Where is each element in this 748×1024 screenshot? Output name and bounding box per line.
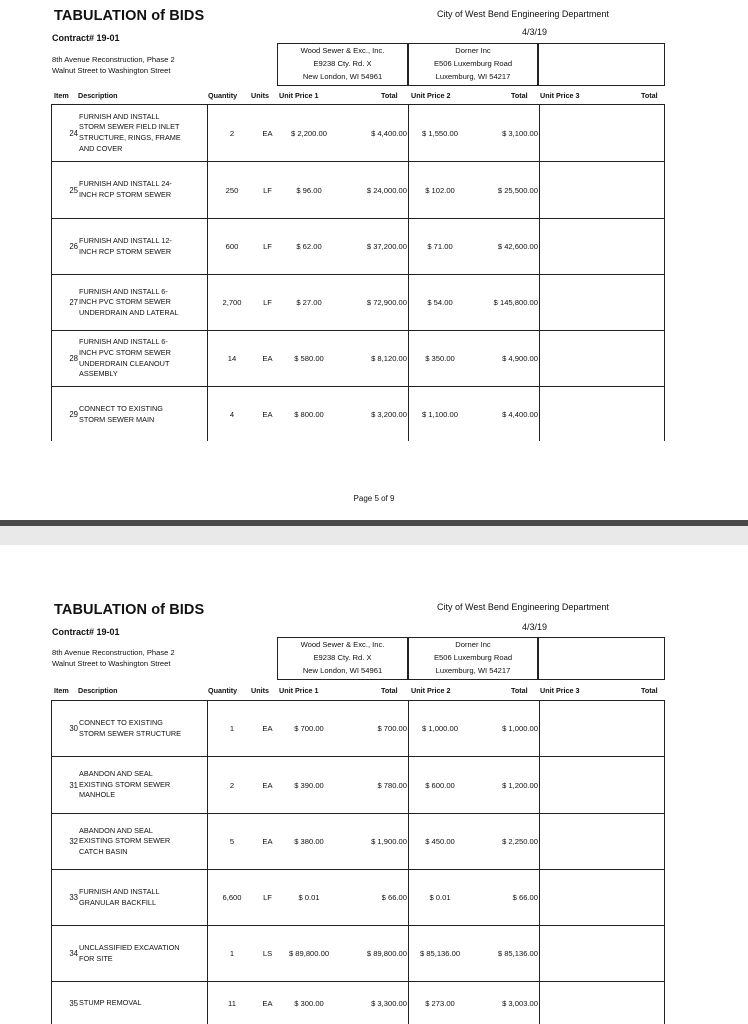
item-quantity: 1 [229, 724, 235, 733]
table-row [52, 757, 664, 814]
col-unit-price-2-header: Unit Price 2 [411, 686, 451, 695]
col-total-2-header: Total [511, 91, 528, 100]
table-row [52, 701, 664, 757]
bidder-1-box [277, 43, 408, 86]
bid-date: 4/3/19 [522, 27, 548, 37]
total-2: $ 42,600.00 [497, 242, 538, 251]
item-units: EA [262, 999, 273, 1008]
project-name: 8th Avenue Reconstruction, Phase 2 [52, 648, 175, 657]
total-2: $ 1,200.00 [502, 780, 538, 790]
item-quantity: 600 [225, 242, 239, 251]
bid-table [51, 104, 665, 441]
table-row [52, 982, 664, 1024]
item-units: LF [263, 298, 272, 307]
table-row [52, 219, 664, 275]
item-description: CONNECT TO EXISTING STORM SEWER MAIN [79, 403, 163, 424]
item-quantity: 14 [227, 354, 237, 363]
col-description-header: Description [78, 686, 118, 695]
item-number: 28 [69, 354, 78, 363]
item-number: 26 [69, 242, 78, 251]
bidder-3-box [538, 43, 665, 86]
item-number: 24 [69, 128, 78, 138]
unit-price-2: $ 1,100.00 [422, 410, 458, 419]
col-unit-price-3-header: Unit Price 3 [540, 686, 580, 695]
item-description: FURNISH AND INSTALL GRANULAR BACKFILL [79, 886, 160, 907]
bidder-name: Dorner Inc [455, 46, 491, 55]
total-1: $ 3,200.00 [371, 410, 407, 419]
col-total-1-header: Total [381, 686, 398, 695]
department-name: City of West Bend Engineering Department [437, 9, 609, 19]
item-description: CONNECT TO EXISTING STORM SEWER STRUCTURE [79, 717, 182, 738]
unit-price-2: $ 450.00 [425, 837, 455, 846]
col-total-3-header: Total [641, 91, 658, 100]
project-limits: Walnut Street to Washington Street [52, 659, 171, 668]
item-quantity: 2,700 [222, 298, 242, 307]
unit-price-2: $ 1,000.00 [422, 724, 458, 733]
bid-date: 4/3/19 [522, 622, 548, 632]
department-name: City of West Bend Engineering Department [437, 602, 609, 612]
item-units: EA [262, 837, 273, 846]
col-description-header: Description [78, 91, 118, 100]
bidder-name: Wood Sewer & Exc., Inc. [300, 640, 385, 649]
item-units: EA [262, 780, 273, 790]
total-1: $ 72,900.00 [366, 298, 407, 307]
col-item-header: Item [54, 91, 69, 100]
bidder-name: Dorner Inc [455, 640, 491, 649]
bidder-address: E506 Luxemburg Road [433, 59, 513, 68]
contract-number: Contract# 19-01 [52, 627, 120, 637]
total-2: $ 85,136.00 [497, 949, 538, 958]
col-quantity-header: Quantity [208, 91, 238, 100]
item-units: EA [262, 354, 273, 363]
item-quantity: 5 [229, 837, 235, 846]
unit-price-2: $ 273.00 [425, 999, 455, 1008]
document-title: TABULATION of BIDS [54, 602, 205, 618]
table-row [52, 275, 664, 331]
unit-price-2: $ 102.00 [425, 185, 455, 195]
bidder-name: Wood Sewer & Exc., Inc. [300, 46, 385, 55]
unit-price-1: $ 2,200.00 [291, 128, 327, 138]
document-page [0, 545, 748, 1024]
item-quantity: 1 [229, 949, 235, 958]
item-number: 27 [69, 298, 78, 307]
unit-price-2: $ 600.00 [425, 780, 455, 790]
item-units: LF [263, 242, 272, 251]
total-1: $ 4,400.00 [371, 128, 407, 138]
item-quantity: 2 [229, 128, 235, 138]
unit-price-2: $ 85,136.00 [419, 949, 461, 958]
unit-price-2: $ 1,550.00 [422, 128, 458, 138]
item-description: FURNISH AND INSTALL STORM SEWER FIELD INLET STRUCTURE, RINGS, FRAME AND COVER [79, 111, 181, 153]
item-number: 35 [69, 999, 78, 1008]
item-quantity: 2 [229, 780, 235, 790]
item-number: 34 [69, 949, 78, 958]
item-description: STUMP REMOVAL [79, 998, 142, 1008]
item-description: FURNISH AND INSTALL 12- INCH RCP STORM SEWER [79, 235, 172, 256]
item-quantity: 250 [225, 185, 239, 195]
bidder-city: Luxemburg, WI 54217 [435, 72, 511, 81]
item-number: 32 [69, 837, 78, 846]
item-number: 31 [69, 780, 78, 790]
unit-price-1: $ 0.01 [298, 893, 320, 902]
total-1: $ 700.00 [377, 724, 407, 733]
total-1: $ 3,300.00 [371, 999, 407, 1008]
bidder-city: Luxemburg, WI 54217 [435, 666, 511, 675]
col-unit-price-3-header: Unit Price 3 [540, 91, 580, 100]
total-1: $ 1,900.00 [371, 837, 407, 846]
item-description: ABANDON AND SEAL EXISTING STORM SEWER CATCH BASIN [79, 825, 171, 856]
item-quantity: 11 [228, 999, 236, 1008]
total-2: $ 1,000.00 [502, 724, 538, 733]
item-number: 29 [69, 410, 78, 419]
item-description: FURNISH AND INSTALL 6- INCH PVC STORM SEWER UNDERDRAIN AND LATERAL [79, 286, 179, 317]
total-1: $ 780.00 [377, 780, 407, 790]
col-units-header: Units [251, 91, 269, 100]
table-row [52, 814, 664, 870]
item-description: ABANDON AND SEAL EXISTING STORM SEWER MANHOLE [79, 769, 171, 800]
contract-number: Contract# 19-01 [52, 33, 120, 43]
total-2: $ 3,100.00 [502, 128, 538, 138]
project-limits: Walnut Street to Washington Street [52, 66, 171, 75]
bidder-address: E506 Luxemburg Road [433, 653, 513, 662]
total-2: $ 66.00 [512, 893, 538, 902]
unit-price-1: $ 96.00 [296, 185, 322, 195]
total-1: $ 66.00 [381, 893, 407, 902]
page-number: Page 5 of 9 [353, 494, 395, 503]
total-1: $ 89,800.00 [366, 949, 407, 958]
unit-price-1: $ 300.00 [294, 999, 324, 1008]
unit-price-1: $ 700.00 [294, 724, 324, 733]
total-2: $ 25,500.00 [497, 185, 538, 195]
table-row [52, 105, 664, 162]
total-2: $ 4,900.00 [502, 354, 538, 363]
col-total-2-header: Total [511, 686, 528, 695]
col-units-header: Units [251, 686, 269, 695]
col-total-1-header: Total [381, 91, 398, 100]
unit-price-1: $ 380.00 [294, 837, 324, 846]
unit-price-1: $ 62.00 [296, 242, 322, 251]
total-2: $ 4,400.00 [502, 410, 538, 419]
unit-price-2: $ 350.00 [425, 354, 455, 363]
total-1: $ 24,000.00 [366, 185, 407, 195]
col-unit-price-1-header: Unit Price 1 [279, 686, 319, 695]
bidder-address: E9238 Cty. Rd. X [313, 59, 372, 68]
unit-price-1: $ 27.00 [296, 298, 322, 307]
unit-price-2: $ 71.00 [427, 242, 453, 251]
unit-price-2: $ 0.01 [429, 893, 451, 902]
total-2: $ 145,800.00 [493, 298, 538, 307]
unit-price-1: $ 800.00 [294, 410, 324, 419]
total-1: $ 8,120.00 [371, 354, 407, 363]
table-row [52, 162, 664, 219]
item-description: FURNISH AND INSTALL 6- INCH PVC STORM SEWER UNDERDRAIN CLEANOUT ASSEMBLY [79, 337, 171, 379]
total-1: $ 37,200.00 [366, 242, 407, 251]
item-number: 33 [69, 893, 78, 902]
item-quantity: 6,600 [222, 893, 242, 902]
bidder-1-box [277, 637, 408, 680]
bidder-address: E9238 Cty. Rd. X [313, 653, 372, 662]
bid-table [51, 700, 665, 1024]
col-total-3-header: Total [641, 686, 658, 695]
col-unit-price-1-header: Unit Price 1 [279, 91, 319, 100]
total-2: $ 3,003.00 [502, 999, 538, 1008]
bidder-2-box [408, 43, 538, 86]
item-units: EA [262, 128, 273, 138]
col-unit-price-2-header: Unit Price 2 [411, 91, 451, 100]
table-row [52, 926, 664, 982]
project-name: 8th Avenue Reconstruction, Phase 2 [52, 55, 175, 64]
bidder-city: New London, WI 54961 [302, 72, 383, 81]
unit-price-2: $ 54.00 [427, 298, 453, 307]
total-2: $ 2,250.00 [502, 837, 538, 846]
item-units: LF [263, 893, 272, 902]
table-row [52, 331, 664, 387]
table-row [52, 870, 664, 926]
unit-price-1: $ 390.00 [294, 780, 324, 790]
table-row [52, 387, 664, 442]
bidder-city: New London, WI 54961 [302, 666, 383, 675]
col-item-header: Item [54, 686, 69, 695]
unit-price-1: $ 89,800.00 [288, 949, 330, 958]
item-units: EA [262, 724, 273, 733]
item-units: EA [262, 410, 273, 419]
col-quantity-header: Quantity [208, 686, 238, 695]
page-separator [0, 520, 748, 545]
item-quantity: 4 [229, 410, 235, 419]
unit-price-1: $ 580.00 [294, 354, 324, 363]
item-units: LF [263, 185, 272, 195]
item-number: 25 [69, 185, 78, 195]
item-units: LS [262, 949, 273, 958]
item-description: FURNISH AND INSTALL 24- INCH RCP STORM SEWER [79, 179, 172, 199]
bidder-3-box [538, 637, 665, 680]
item-number: 30 [69, 724, 78, 733]
item-description: UNCLASSIFIED EXCAVATION FOR SITE [79, 942, 180, 963]
document-title: TABULATION of BIDS [54, 8, 205, 24]
bidder-2-box [408, 637, 538, 680]
